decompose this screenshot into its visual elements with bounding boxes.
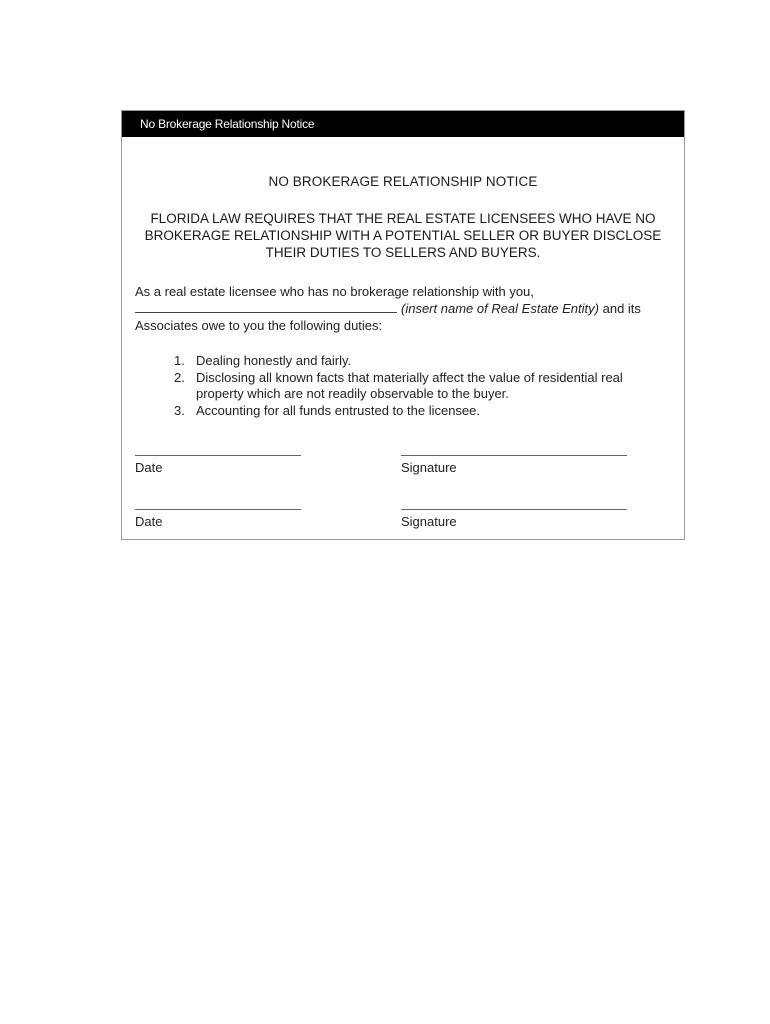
duty-text: Dealing honestly and fairly. <box>196 353 352 368</box>
law-line: BROKERAGE RELATIONSHIP WITH A POTENTIAL SELLER OR BUYER DISCLOSE <box>144 228 662 243</box>
intro-paragraph <box>135 283 675 334</box>
signature-label: Signature <box>401 514 457 529</box>
intro-line-2 <box>135 300 675 317</box>
intro-line-3: Associates owe to you the following duties: <box>135 318 383 333</box>
signature-label: Signature <box>401 460 457 475</box>
signature-field-2[interactable] <box>401 509 627 529</box>
duty-text: Disclosing all known facts that materially affect the value of residential real <box>196 369 623 385</box>
notice-title: NO BROKERAGE RELATIONSHIP NOTICE <box>268 174 538 189</box>
date-field-2[interactable] <box>135 509 301 529</box>
duty-number: 3. <box>174 402 185 418</box>
duty-number: 2. <box>174 369 185 385</box>
duty-item <box>174 370 654 403</box>
law-line: THEIR DUTIES TO SELLERS AND BUYERS. <box>265 245 541 260</box>
duty-item <box>174 403 654 420</box>
law-line: FLORIDA LAW REQUIRES THAT THE REAL ESTATE LICENSEES WHO HAVE NO <box>150 211 656 226</box>
signature-line[interactable] <box>401 455 627 456</box>
form-header <box>122 111 684 137</box>
entity-name-field[interactable] <box>135 300 397 313</box>
duty-number: 1. <box>174 353 185 368</box>
intro-suffix: and its <box>602 301 641 316</box>
duty-item <box>174 353 654 370</box>
entity-placeholder: (insert name of Real Estate Entity) <box>401 301 599 316</box>
notice-form <box>121 110 685 540</box>
date-label: Date <box>135 514 163 529</box>
date-field-1[interactable] <box>135 455 301 475</box>
form-header-title: No Brokerage Relationship Notice <box>140 117 315 131</box>
date-line[interactable] <box>135 455 301 456</box>
intro-line-1: As a real estate licensee who has no brokerage relationship with you, <box>135 284 534 299</box>
date-label: Date <box>135 460 163 475</box>
date-line[interactable] <box>135 509 301 510</box>
duty-text-continued: property which are not readily observable to the buyer. <box>196 386 509 401</box>
signature-field-1[interactable] <box>401 455 627 475</box>
law-statement <box>122 210 684 261</box>
duty-text: Accounting for all funds entrusted to the licensee. <box>196 402 481 418</box>
signature-line[interactable] <box>401 509 627 510</box>
duties-list <box>174 353 654 419</box>
